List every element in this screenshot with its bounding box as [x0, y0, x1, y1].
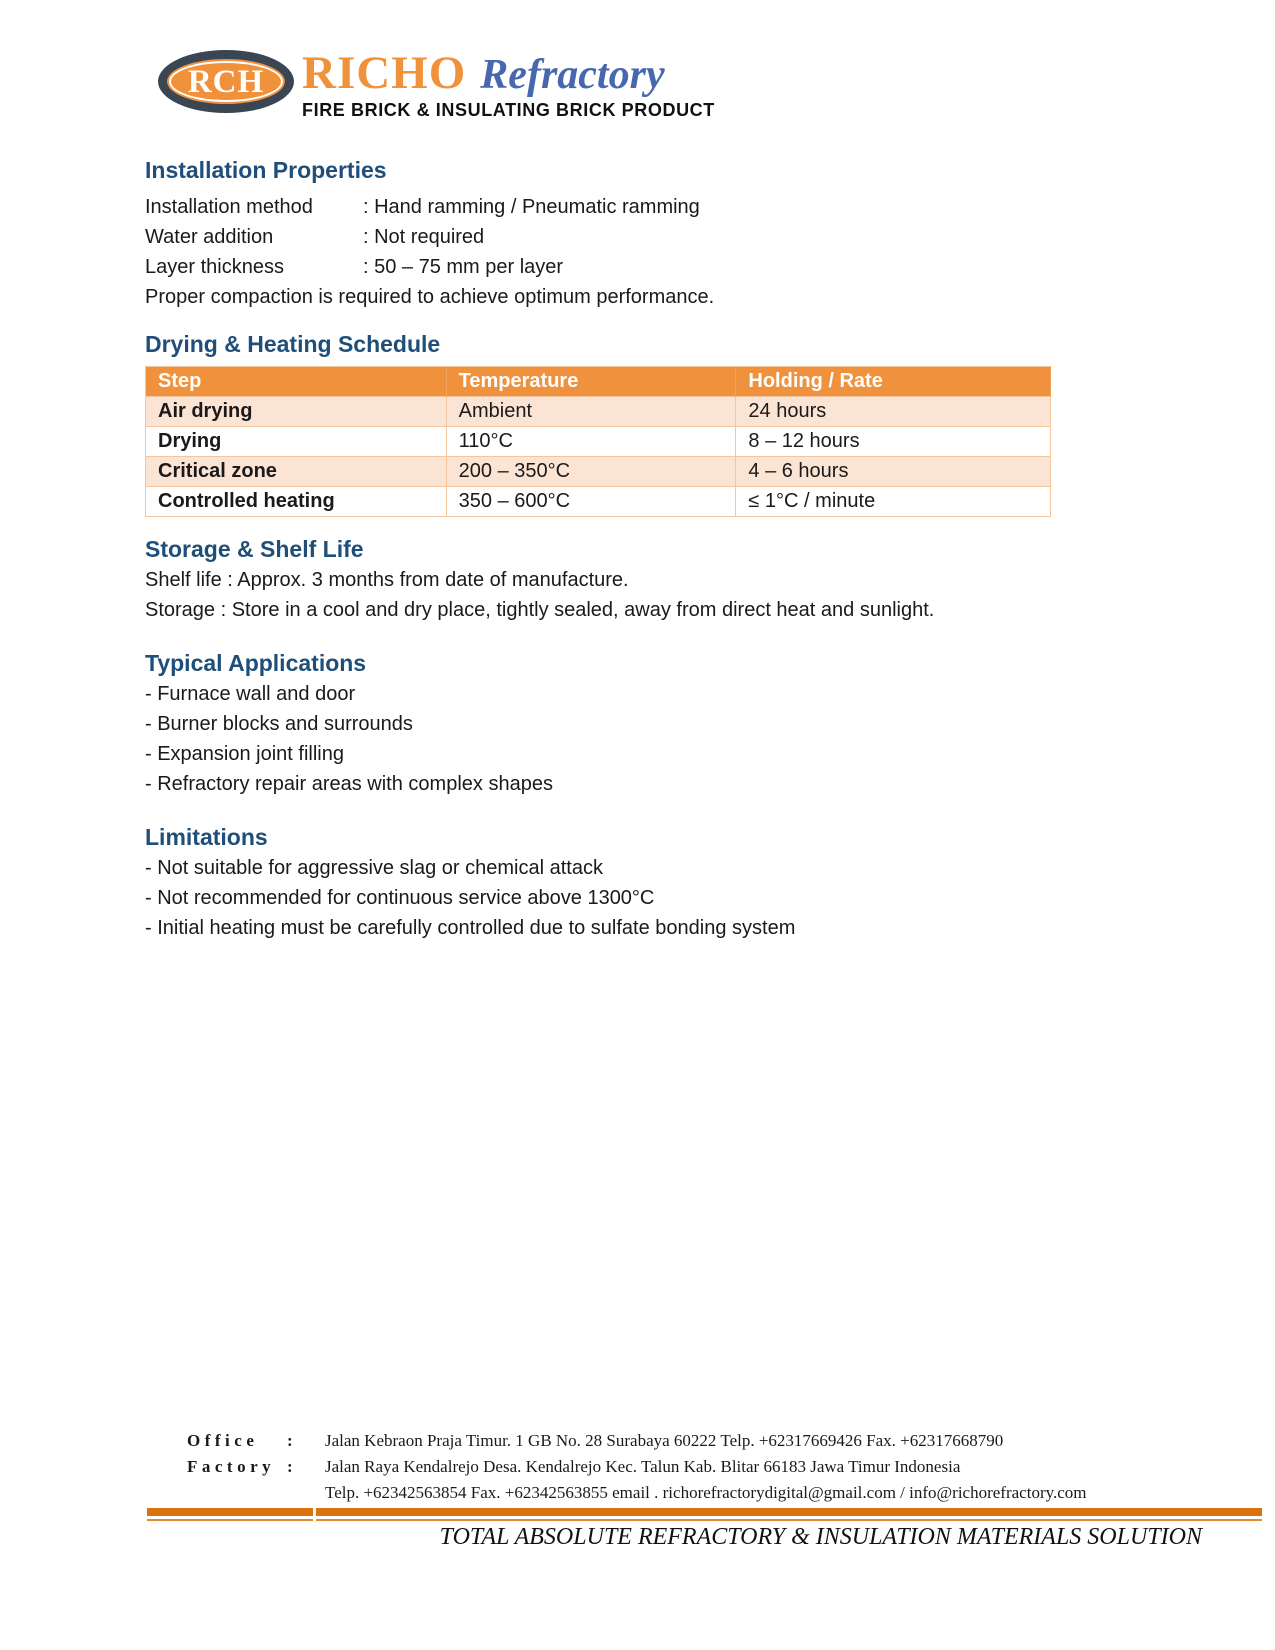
list-item: - Not recommended for continuous service above 1300°C [145, 887, 655, 909]
list-item: - Furnace wall and door [145, 683, 356, 705]
section-title-drying: Drying & Heating Schedule [145, 331, 441, 357]
cell-holding-rate: ≤ 1°C / minute [736, 487, 1051, 517]
table-header-step: Step [146, 367, 447, 397]
cell-holding-rate: 8 – 12 hours [736, 427, 1051, 457]
list-item: - Initial heating must be carefully controlled due to sulfate bonding system [145, 917, 796, 939]
storage-line: Storage : Store in a cool and dry place, tightly sealed, away from direct heat and sunlight. [145, 599, 935, 621]
document-body [145, 156, 1195, 943]
property-value: : Hand ramming / Pneumatic ramming [363, 196, 700, 218]
section-typical-applications [145, 649, 1195, 799]
cell-step: Critical zone [146, 457, 447, 487]
section-title-storage: Storage & Shelf Life [145, 536, 364, 562]
cell-temperature: 350 – 600°C [446, 487, 736, 517]
divider-segment [316, 1519, 1262, 1521]
table-header-row [146, 367, 1051, 397]
section-title-applications: Typical Applications [145, 650, 367, 676]
office-label: Office [187, 1431, 259, 1450]
office-contact-row [147, 1428, 1262, 1454]
company-slogan: TOTAL ABSOLUTE REFRACTORY & INSULATION MATERIALS SOLUTION [439, 1524, 1202, 1550]
footer-divider-thick [147, 1508, 1262, 1516]
property-value: : 50 – 75 mm per layer [363, 256, 564, 278]
page-footer [147, 1428, 1262, 1550]
empty-label [187, 1480, 287, 1506]
brand-line [302, 47, 715, 99]
divider-segment [316, 1508, 1262, 1516]
table-row [146, 487, 1051, 517]
section-storage-shelf-life [145, 535, 1195, 625]
property-label: Water addition [145, 226, 274, 248]
office-address: Jalan Kebraon Praja Timur. 1 GB No. 28 Surabaya 60222 Telp. +62317669426 Fax. +62317668790 [325, 1431, 1004, 1450]
logo-oval-badge [158, 50, 294, 113]
section-title-installation: Installation Properties [145, 157, 387, 183]
factory-contact-row [147, 1454, 1262, 1480]
logo-monogram: RCH [187, 64, 265, 100]
empty-colon [287, 1480, 325, 1506]
list-item: - Refractory repair areas with complex shapes [145, 773, 553, 795]
storage-line: Shelf life : Approx. 3 months from date of manufacture. [145, 569, 629, 591]
cell-step: Air drying [146, 397, 447, 427]
drying-schedule-table [145, 366, 1051, 517]
office-colon: : [287, 1431, 293, 1450]
table-row [146, 397, 1051, 427]
property-row [145, 252, 1195, 282]
factory-label: Factory [187, 1457, 276, 1476]
logo-text-block [302, 47, 715, 121]
table-header-holding-rate: Holding / Rate [736, 367, 1051, 397]
brand-name-primary: RICHO [302, 47, 467, 99]
section-installation-properties [145, 156, 1195, 312]
cell-temperature: 110°C [446, 427, 736, 457]
property-row [145, 222, 1195, 252]
factory-colon: : [287, 1457, 293, 1476]
installation-properties-list [145, 192, 1195, 312]
factory-address: Jalan Raya Kendalrejo Desa. Kendalrejo Kec. Talun Kab. Blitar 66183 Jawa Timur Indonesia [325, 1457, 961, 1476]
section-title-limitations: Limitations [145, 824, 268, 850]
table-row [146, 427, 1051, 457]
table-header-temperature: Temperature [446, 367, 736, 397]
logo [158, 47, 1275, 120]
cell-temperature: Ambient [446, 397, 736, 427]
cell-holding-rate: 24 hours [736, 397, 1051, 427]
list-item: - Burner blocks and surrounds [145, 713, 413, 735]
footer-divider-thin [147, 1519, 1262, 1521]
cell-temperature: 200 – 350°C [446, 457, 736, 487]
factory-phone-row [147, 1480, 1262, 1506]
table-row [146, 457, 1051, 487]
section-drying-heating-schedule [145, 330, 1195, 517]
property-label: Installation method [145, 196, 313, 218]
cell-holding-rate: 4 – 6 hours [736, 457, 1051, 487]
property-row [145, 192, 1195, 222]
list-item: - Not suitable for aggressive slag or chemical attack [145, 857, 603, 879]
property-value: : Not required [363, 226, 485, 248]
divider-segment [147, 1519, 313, 1521]
installation-note: Proper compaction is required to achieve optimum performance. [145, 286, 715, 308]
cell-step: Controlled heating [146, 487, 447, 517]
brand-tagline: FIRE BRICK & INSULATING BRICK PRODUCT [302, 100, 715, 120]
brand-name-secondary: Refractory [480, 52, 665, 98]
factory-contact-details: Telp. +62342563854 Fax. +62342563855 email . richorefractorydigital@gmail.com / info@richorefractory.com [325, 1483, 1087, 1502]
cell-step: Drying [146, 427, 447, 457]
divider-segment [147, 1508, 313, 1516]
list-item: - Expansion joint filling [145, 743, 344, 765]
section-limitations [145, 823, 1195, 943]
property-label: Layer thickness [145, 256, 284, 278]
